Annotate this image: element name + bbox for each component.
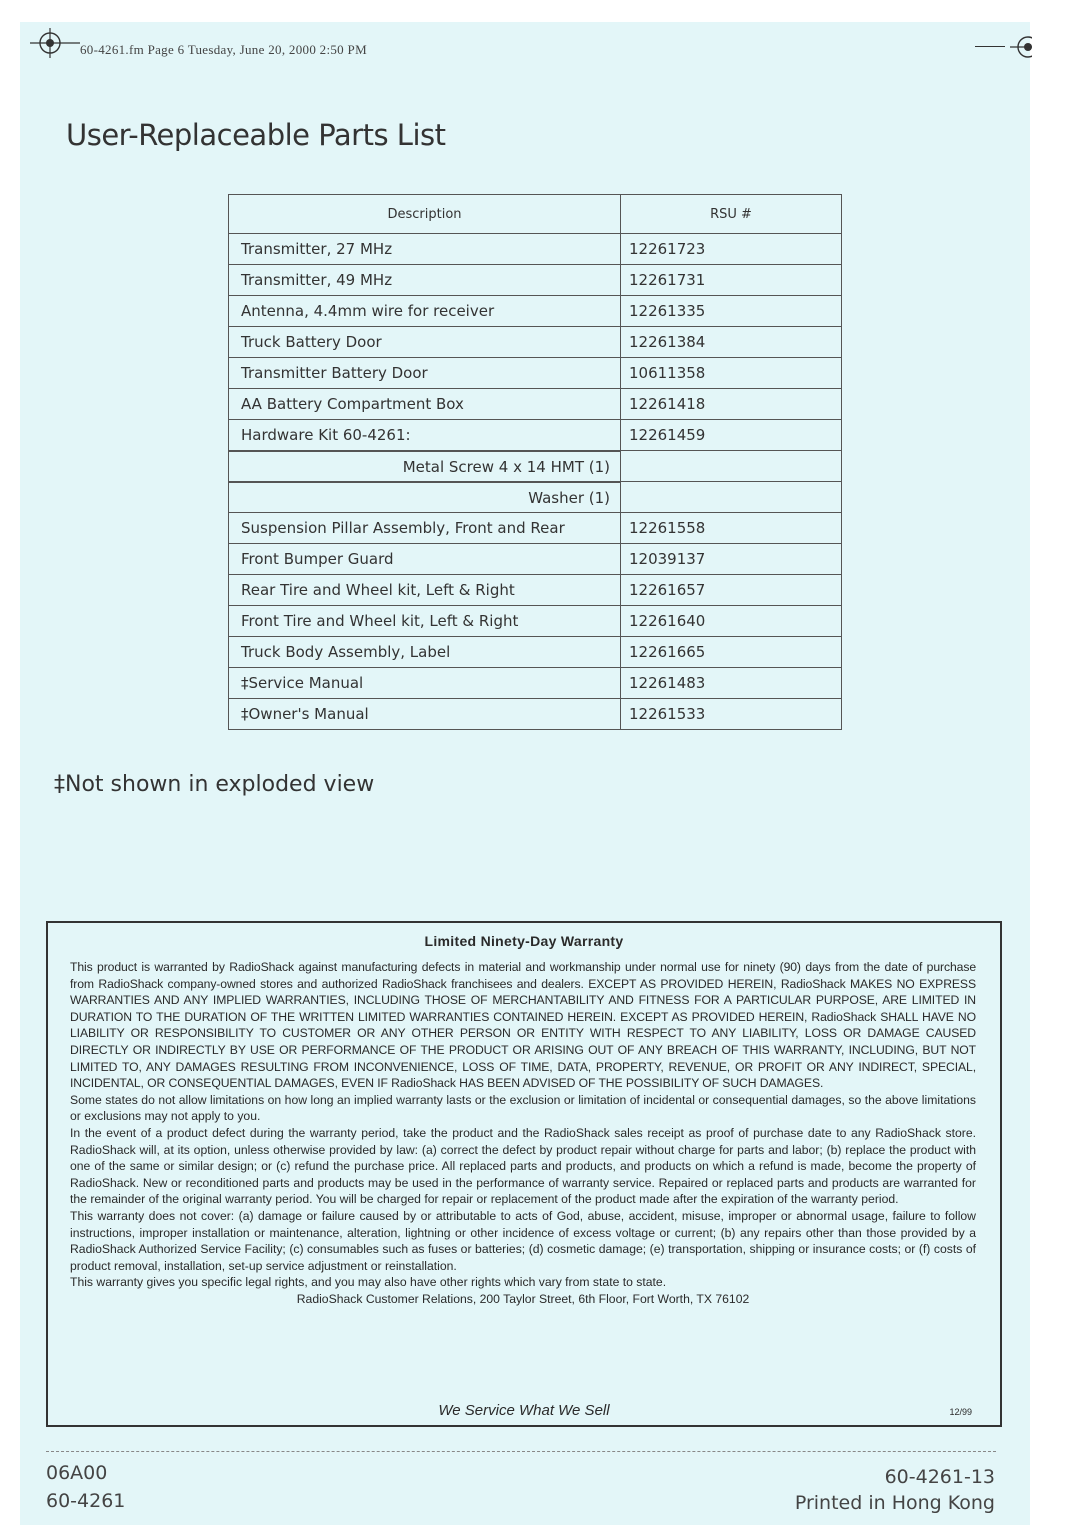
table-row-kit-item xyxy=(228,482,842,513)
footnote: ‡Not shown in exploded view xyxy=(54,772,375,797)
warranty-body xyxy=(70,959,976,1307)
parts-table xyxy=(228,194,842,730)
footer-code: 06A00 xyxy=(46,1462,108,1484)
part-rsu-number: 12261558 xyxy=(629,519,706,537)
table-row xyxy=(228,389,842,420)
warranty-paragraph: Some states do not allow limitations on how long an implied warranty lasts or the exclusion or limitation of incidental or consequential damages, so the above limitations or exclusions may not apply to you. xyxy=(70,1092,976,1124)
footer-model-number: 60-4261 xyxy=(46,1490,126,1512)
registration-mark-icon xyxy=(30,26,80,60)
warranty-title: Limited Ninety-Day Warranty xyxy=(424,933,624,949)
table-row xyxy=(228,699,842,730)
table-row xyxy=(228,637,842,668)
part-rsu-number: 12039137 xyxy=(629,550,706,568)
part-rsu-number: 12261665 xyxy=(629,643,706,661)
page-title: User-Replaceable Parts List xyxy=(66,118,446,152)
warranty-paragraph: This warranty does not cover: (a) damage or failure caused by or attributable to acts of God, abuse, accident, misuse, improper or abnormal usage, failure to follow instructions, improper installation or maintenance, alteration, lightning or other incidence of excess voltage or current; (b) any repairs other than those provided by a RadioShack Authorized Service Facility; (c) consumables such as fuses or batteries; (d) cosmetic damage; (e) transportation, shipping or insurance costs; or (f) costs of product removal, installation, set-up service adjustment or reinstallation. xyxy=(70,1208,976,1273)
part-rsu-number: 12261731 xyxy=(629,271,706,289)
file-header-line: 60-4261.fm Page 6 Tuesday, June 20, 2000 2:50 PM xyxy=(80,42,367,57)
table-row xyxy=(228,358,842,389)
part-rsu-number: 12261418 xyxy=(629,395,706,413)
registration-mark-icon xyxy=(1010,32,1032,62)
table-row xyxy=(228,668,842,699)
table-row xyxy=(228,265,842,296)
kit-item-description: Metal Screw 4 x 14 HMT (1) xyxy=(229,451,621,481)
footer-part-number: 60-4261-13 xyxy=(884,1466,995,1488)
part-rsu-number: 12261657 xyxy=(629,581,706,599)
part-description: Hardware Kit 60-4261: xyxy=(229,420,621,450)
footer-printed-in: Printed in Hong Kong xyxy=(794,1492,995,1514)
table-row-hardware-kit xyxy=(228,420,842,451)
part-description: Truck Body Assembly, Label xyxy=(229,637,621,667)
table-row xyxy=(228,606,842,637)
table-row xyxy=(228,544,842,575)
part-description: Front Bumper Guard xyxy=(229,544,621,574)
registration-rule xyxy=(975,46,1005,47)
part-rsu-number: 10611358 xyxy=(629,364,706,382)
divider xyxy=(46,1451,996,1452)
warranty-paragraph: This product is warranted by RadioShack against manufacturing defects in material and workmanship under normal use for ninety (90) days from the date of purchase from RadioShack company-owned stores and authorized RadioShack franchisees and dealers. EXCEPT AS PROVIDED HEREIN, RadioShack MAKES NO EXPRESS WARRANTIES AND ANY IMPLIED WARRANTIES, INCLUDING THOSE OF MERCHANTABILITY AND FITNESS FOR A PARTICULAR PURPOSE, ARE LIMITED IN DURATION TO THE DURATION OF THE WRITTEN LIMITED WARRANTIES CONTAINED HEREIN. EXCEPT AS PROVIDED HEREIN, RadioShack SHALL HAVE NO LIABILITY OR RESPONSIBILITY TO CUSTOMER OR ANY OTHER PERSON OR ENTITY WITH RESPECT TO ANY LIABILITY, LOSS OR DAMAGE CAUSED DIRECTLY OR INDIRECTLY BY USE OR PERFORMANCE OF THE PRODUCT OR ARISING OUT OF ANY BREACH OF THIS WARRANTY, INCLUDING, BUT NOT LIMITED TO, ANY DAMAGES RESULTING FROM INCONVENIENCE, LOSS OF TIME, DATA, PROPERTY, REVENUE, OR PROFIT OR ANY INDIRECT, SPECIAL, INCIDENTAL, OR CONSEQUENTIAL DAMAGES, EVEN IF RadioShack HAS BEEN ADVISED OF THE POSSIBILITY OF SUCH DAMAGES. xyxy=(70,960,976,1091)
part-description: Antenna, 4.4mm wire for receiver xyxy=(229,296,621,326)
column-header-rsu: RSU # xyxy=(710,206,752,222)
part-rsu-number: 12261723 xyxy=(629,240,706,258)
kit-item-rsu-empty xyxy=(621,451,841,481)
kit-item-description: Washer (1) xyxy=(229,482,621,512)
part-rsu-number: 12261640 xyxy=(629,612,706,630)
column-header-description: Description xyxy=(229,195,621,233)
part-description: Transmitter, 27 MHz xyxy=(229,234,621,264)
part-rsu-number: 12261335 xyxy=(629,302,706,320)
part-rsu-number: 12261533 xyxy=(629,705,706,723)
part-description: Front Tire and Wheel kit, Left & Right xyxy=(229,606,621,636)
part-description: Truck Battery Door xyxy=(229,327,621,357)
table-row-kit-item xyxy=(228,451,842,482)
part-description: ‡Service Manual xyxy=(229,668,621,698)
part-description: AA Battery Compartment Box xyxy=(229,389,621,419)
table-row xyxy=(228,234,842,265)
part-rsu-number: 12261384 xyxy=(629,333,706,351)
warranty-paragraph: In the event of a product defect during the warranty period, take the product and the RadioShack sales receipt as proof of purchase date to any RadioShack store. RadioShack will, at its option, unless otherwise provided by law: (a) correct the defect by product repair without charge for parts and labor; (b) replace the product with one of the same or similar design; or (c) refund the purchase price. All replaced parts and products, and products on which a refund is made, become the property of RadioShack. New or reconditioned parts and products may be used in the performance of warranty service. Repaired or replaced parts and products are warranted for the remainder of the original warranty period. You will be charged for repair or replacement of the product made after the expiration of the warranty period. xyxy=(70,1125,976,1207)
warranty-paragraph: This warranty gives you specific legal rights, and you may also have other rights which vary from state to state. xyxy=(70,1275,667,1290)
warranty-box xyxy=(46,921,1002,1427)
part-description: ‡Owner's Manual xyxy=(229,699,621,729)
table-row xyxy=(228,296,842,327)
table-row xyxy=(228,575,842,606)
part-description: Transmitter, 49 MHz xyxy=(229,265,621,295)
part-rsu-number: 12261483 xyxy=(629,674,706,692)
warranty-address: RadioShack Customer Relations, 200 Taylor Street, 6th Floor, Fort Worth, TX 76102 xyxy=(296,1291,750,1306)
part-rsu-number: 12261459 xyxy=(629,426,706,444)
part-description: Rear Tire and Wheel kit, Left & Right xyxy=(229,575,621,605)
warranty-slogan: We Service What We Sell xyxy=(438,1402,610,1419)
table-row xyxy=(228,327,842,358)
part-description: Suspension Pillar Assembly, Front and Rear xyxy=(229,513,621,543)
part-description: Transmitter Battery Door xyxy=(229,358,621,388)
kit-item-rsu-empty xyxy=(621,482,841,512)
table-row xyxy=(228,513,842,544)
warranty-date-code: 12/99 xyxy=(949,1407,972,1417)
table-header-row xyxy=(228,194,842,234)
